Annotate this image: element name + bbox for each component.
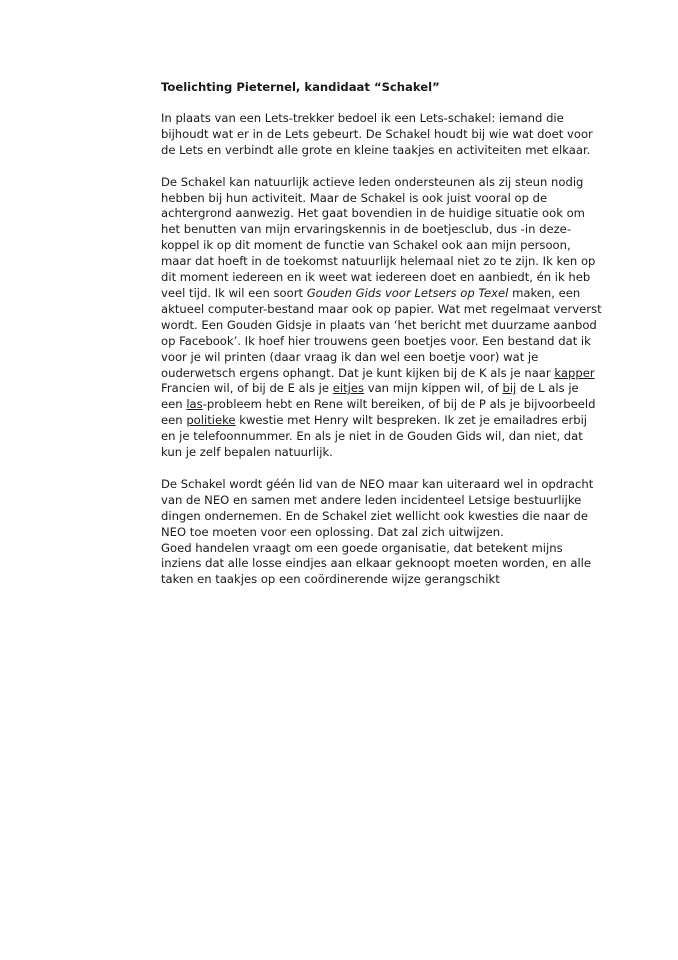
text-line: [161, 286, 611, 302]
underlined-text: politieke: [186, 413, 236, 428]
italic-text: Gouden Gids voor Letsers op Texel: [306, 285, 509, 300]
text-run: voor je wil printen (daar vraag ik dan wel een boetje voor) wat je: [161, 349, 539, 364]
text-run: De Schakel kan natuurlijk actieve leden ondersteunen als zij steun nodig: [161, 174, 584, 189]
text-line: [161, 366, 611, 382]
text-run: hebben bij hun activiteit. Maar de Schakel is ook juist vooral op de: [161, 190, 548, 205]
text-run: veel tijd. Ik wil een soort: [161, 285, 307, 300]
text-line: [161, 318, 611, 334]
text-line: [161, 572, 611, 588]
document-body: [161, 80, 611, 604]
text-run: kun je zelf bepalen natuurlijk.: [161, 445, 333, 460]
text-line: [161, 397, 611, 413]
text-run: het benutten van mijn ervaringskennis in de boetjesclub, dus -in deze-: [161, 222, 571, 237]
document-title: Toelichting Pieternel, kandidaat “Schakel”: [161, 80, 440, 94]
text-line: [161, 206, 611, 222]
text-line: [161, 556, 611, 572]
text-line: [161, 191, 611, 207]
text-run: en je telefoonnummer. En als je niet in de Gouden Gids wil, dan niet, dat: [161, 429, 583, 444]
text-run: van mijn kippen wil, of: [364, 381, 503, 396]
text-line: [161, 127, 611, 143]
text-run: -probleem hebt en Rene wilt bereiken, of bij de P als je bijvoorbeeld: [202, 397, 596, 412]
text-line: [161, 381, 611, 397]
paragraph: [161, 175, 611, 461]
text-run: dit moment iedereen en ik weet wat iedereen doet en aanbiedt, én ik heb: [161, 270, 591, 285]
text-run: achtergrond aanwezig. Het gaat bovendien in de huidige situatie ook om: [161, 206, 585, 221]
text-run: kwestie met Henry wilt bespreken. Ik zet je emailadres erbij: [235, 413, 588, 428]
underlined-text: bij: [502, 381, 517, 396]
text-run: inziens dat alle losse eindjes aan elkaar geknoopt moeten worden, en alle: [161, 556, 592, 571]
text-run: In plaats van een Lets-trekker bedoel ik een Lets-schakel: iemand die: [161, 110, 564, 125]
text-run: van de NEO en samen met andere leden incidenteel Letsige bestuurlijke: [161, 492, 582, 507]
text-line: [161, 509, 611, 525]
text-line: [161, 525, 611, 541]
text-run: De Schakel wordt géén lid van de NEO maar kan uiteraard wel in opdracht: [161, 476, 594, 491]
paragraph: [161, 477, 611, 588]
underlined-text: las: [186, 397, 203, 412]
text-line: [161, 334, 611, 350]
text-run: op Facebook’. Ik hoef hier trouwens geen boetjes voor. Een bestand dat ik: [161, 333, 591, 348]
text-run: bijhoudt wat er in de Lets gebeurt. De Schakel houdt bij wie wat doet voor: [161, 126, 593, 141]
text-run: taken en taakjes op een coördinerende wijze gerangschikt: [161, 572, 500, 587]
text-run: Francien wil, of bij de E als je: [161, 381, 333, 396]
text-line: [161, 143, 611, 159]
text-line: [161, 270, 611, 286]
text-line: [161, 175, 611, 191]
text-run: Goed handelen vraagt om een goede organisatie, dat betekent mijns: [161, 540, 563, 555]
text-run: maken, een: [508, 285, 581, 300]
underlined-text: kapper: [554, 365, 595, 380]
text-line: [161, 302, 611, 318]
text-run: wordt. Een Gouden Gidsje in plaats van ‘het bericht met duurzame aanbod: [161, 317, 597, 332]
text-run: een: [161, 413, 187, 428]
text-line: [161, 445, 611, 461]
underlined-text: eitjes: [332, 381, 365, 396]
text-run: ouderwetsch ergens ophangt. Dat je kunt kijken bij de K als je naar: [161, 365, 555, 380]
text-run: dingen ondernemen. En de Schakel ziet wellicht ook kwesties die naar de: [161, 508, 589, 523]
paragraph: [161, 111, 611, 159]
text-line: [161, 222, 611, 238]
text-run: de Lets en verbindt alle grote en kleine taakjes en activiteiten met elkaar.: [161, 142, 591, 157]
text-line: [161, 350, 611, 366]
text-line: [161, 477, 611, 493]
text-line: [161, 254, 611, 270]
text-line: [161, 413, 611, 429]
text-line: [161, 111, 611, 127]
text-run: koppel ik op dit moment de functie van Schakel ook aan mijn persoon,: [161, 238, 571, 253]
text-run: een: [161, 397, 187, 412]
text-run: aktueel computer-bestand maar ook op papier. Wat met regelmaat ververst: [161, 301, 602, 316]
text-run: de L als je: [516, 381, 579, 396]
text-line: [161, 238, 611, 254]
text-line: [161, 541, 611, 557]
document-paragraphs: [161, 111, 611, 588]
text-run: maar dat hoeft in de toekomst natuurlijk helemaal niet zo te zijn. Ik ken op: [161, 254, 596, 269]
text-line: [161, 493, 611, 509]
text-run: NEO toe moeten voor een oplossing. Dat zal zich uitwijzen.: [161, 524, 504, 539]
text-line: [161, 429, 611, 445]
